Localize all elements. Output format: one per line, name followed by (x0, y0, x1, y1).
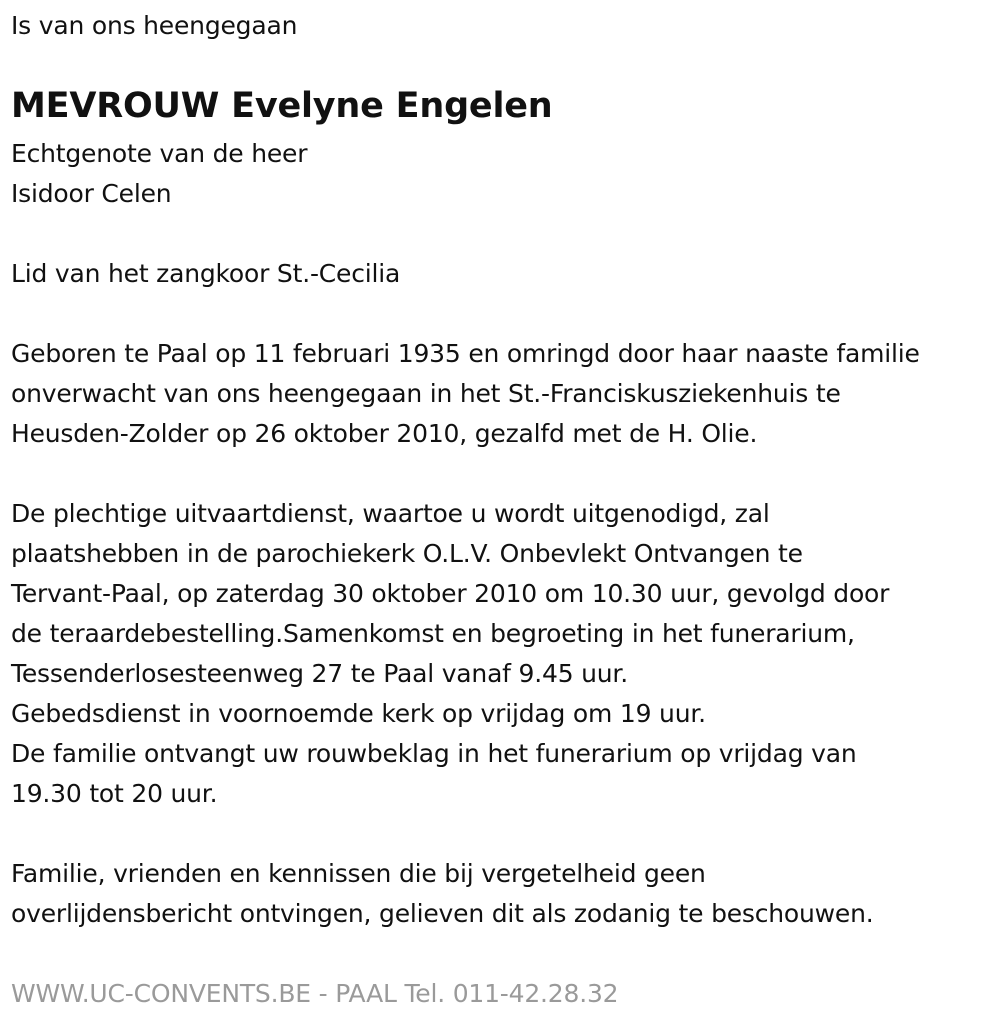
funeral-line: 19.30 tot 20 uur. (11, 779, 218, 808)
funeral-line: De plechtige uitvaartdienst, waartoe u wordt uitgenodigd, zal (11, 499, 770, 528)
funeral-line: plaatshebben in de parochiekerk O.L.V. Onbevlekt Ontvangen te (11, 539, 803, 568)
funeral-line: De familie ontvangt uw rouwbeklag in het funerarium op vrijdag van (11, 739, 857, 768)
birth-line: Geboren te Paal op 11 februari 1935 en omringd door haar naaste familie (11, 339, 920, 368)
birth-paragraph (11, 334, 920, 454)
membership-block (11, 254, 400, 294)
family-note-paragraph (11, 854, 874, 934)
intro-text: Is van ons heengegaan (11, 11, 298, 40)
funeral-paragraph (11, 494, 889, 814)
deceased-name: MEVROUW Evelyne Engelen (11, 86, 553, 126)
spouse-line: Echtgenote van de heer (11, 139, 308, 168)
funeral-line: Gebedsdienst in voornoemde kerk op vrijdag om 19 uur. (11, 699, 706, 728)
family-note-line: Familie, vrienden en kennissen die bij vergetelheid geen (11, 859, 706, 888)
membership-line: Lid van het zangkoor St.-Cecilia (11, 259, 401, 288)
birth-line: Heusden-Zolder op 26 oktober 2010, gezalfd met de H. Olie. (11, 419, 758, 448)
spouse-line: Isidoor Celen (11, 179, 172, 208)
spouse-block (11, 134, 307, 214)
birth-line: onverwacht van ons heengegaan in het St.-Franciskusziekenhuis te (11, 379, 841, 408)
funeral-line: Tessenderlosesteenweg 27 te Paal vanaf 9.45 uur. (11, 659, 628, 688)
footer-contact: WWW.UC-CONVENTS.BE - PAAL Tel. 011-42.28.32 (11, 979, 619, 1008)
funeral-line: de teraardebestelling.Samenkomst en begroeting in het funerarium, (11, 619, 855, 648)
family-note-line: overlijdensbericht ontvingen, gelieven dit als zodanig te beschouwen. (11, 899, 874, 928)
funeral-line: Tervant-Paal, op zaterdag 30 oktober 2010 om 10.30 uur, gevolgd door (11, 579, 890, 608)
